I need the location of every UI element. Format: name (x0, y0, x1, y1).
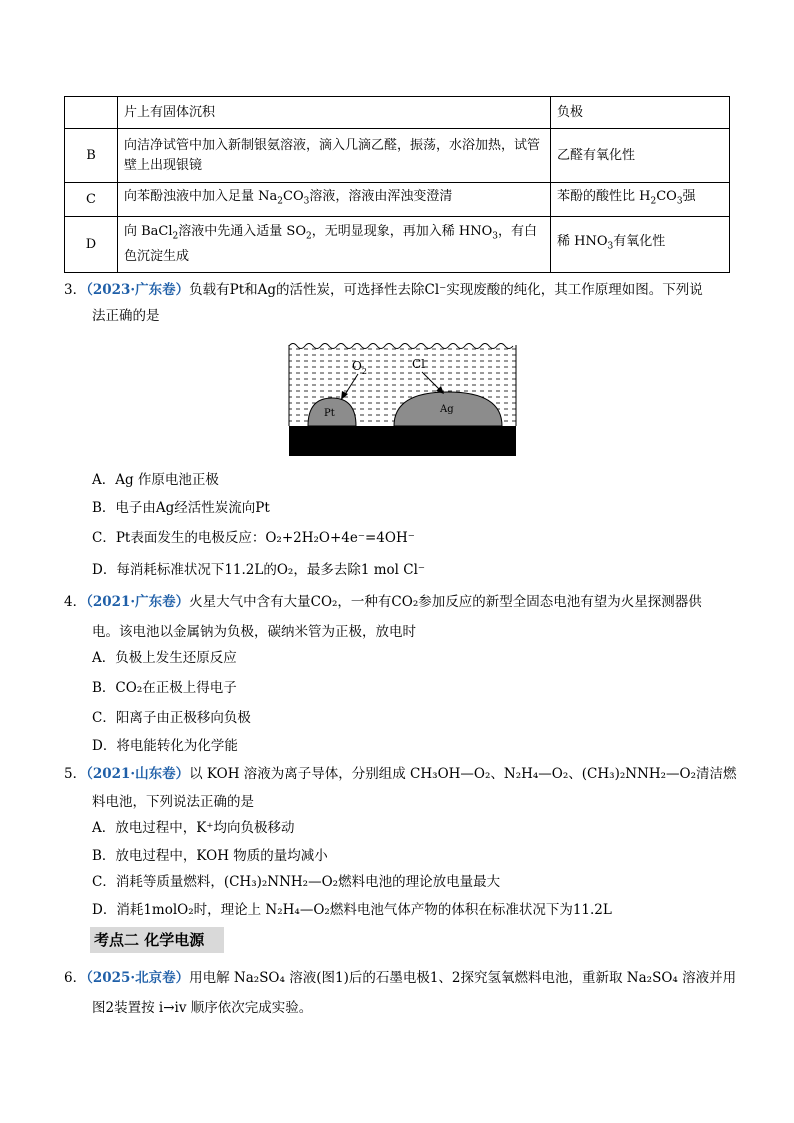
conclusion-cell: 乙醛有氧化性 (551, 129, 730, 183)
question-number: 6． (64, 970, 87, 986)
q3-option-a[interactable]: A．Ag 作原电池正极 (92, 472, 219, 488)
conclusion-cell: 苯酚的酸性比 $H_2CO_3$强 (551, 183, 730, 217)
section-heading: 考点二 化学电源 (90, 927, 224, 953)
q4-option-b[interactable]: B．CO₂在正极上得电子 (92, 680, 237, 696)
question-source: （2025·北京卷） (86, 970, 190, 986)
q5-stem-line1: 5．（2021·山东卷）以 KOH 溶液为离子导体，分别组成 CH₃OH—O₂、N₂H₄—O₂、(CH₃)₂NNH₂—O₂清洁燃 (64, 766, 737, 782)
q3-option-d[interactable]: D．每消耗标准状况下11.2L的O₂，最多去除1 mol Cl⁻ (92, 562, 426, 578)
q4-option-a[interactable]: A．负极上发生还原反应 (92, 650, 237, 666)
q6-stem-line2: 图2装置按 i→iv 顺序依次完成实验。 (92, 1000, 313, 1016)
option-cell: B (65, 129, 118, 183)
q5-stem-line2: 料电池，下列说法正确的是 (92, 794, 254, 810)
operation-cell: 片上有固体沉积 (118, 97, 551, 129)
o2-label: $O_2$ (352, 359, 367, 376)
activated-carbon (289, 426, 516, 456)
q3-stem-line1: 3．（2023·广东卷）负载有Pt和Ag的活性炭，可选择性去除Cl⁻实现废酸的纯化，其工作原理如图。下列说 (64, 282, 703, 298)
question-number: 3． (64, 282, 87, 298)
conclusion-cell: 稀 $HNO_3$有氧化性 (551, 217, 730, 273)
q4-option-c[interactable]: C．阳离子由正极移向负极 (92, 710, 251, 726)
ag-label: Ag (440, 404, 454, 415)
q5-option-d[interactable]: D．消耗1molO₂时，理论上 N₂H₄—O₂燃料电池气体产物的体积在标准状况下为11.2L (92, 902, 612, 918)
question-number: 5． (64, 766, 87, 782)
option-cell (65, 97, 118, 129)
q3-option-b[interactable]: B．电子由Ag经活性炭流向Pt (92, 500, 270, 516)
option-cell: C (65, 183, 118, 217)
table-row (65, 183, 730, 217)
question-number: 4． (64, 594, 87, 610)
q5-option-b[interactable]: B．放电过程中，KOH 物质的量均减小 (92, 848, 328, 864)
operation-cell: 向 BaCl$_2$溶液中先通入适量 $SO_2$，无明显现象，再加入稀 $HNO_3$，有白色沉淀生成 (118, 217, 551, 273)
question-source: （2021·广东卷） (86, 594, 190, 610)
operation-cell: 向苯酚浊液中加入足量 $Na_2CO_3$溶液，溶液由浑浊变澄清 (118, 183, 551, 217)
q6-stem-line1: 6．（2025·北京卷）用电解 Na₂SO₄ 溶液(图1)后的石墨电极1、2探究氢氧燃料电池，重新取 Na₂SO₄ 溶液并用 (64, 970, 737, 986)
question-table (64, 96, 730, 273)
conclusion-cell: 负极 (551, 97, 730, 129)
question-source: （2021·山东卷） (86, 766, 190, 782)
electrode-diagram (288, 340, 518, 458)
q4-stem-line1: 4．（2021·广东卷）火星大气中含有大量CO₂，一种有CO₂参加反应的新型全固态电池有望为火星探测器供 (64, 594, 702, 610)
q5-option-c[interactable]: C．消耗等质量燃料，(CH₃)₂NNH₂—O₂燃料电池的理论放电量最大 (92, 874, 501, 890)
q4-option-d[interactable]: D．将电能转化为化学能 (92, 738, 238, 754)
option-cell: D (65, 217, 118, 273)
q3-stem-line2: 法正确的是 (92, 308, 160, 324)
q4-stem-line2: 电。该电池以金属钠为负极，碳纳米管为正极，放电时 (92, 624, 416, 640)
table-row (65, 97, 730, 129)
q3-option-c[interactable]: C．Pt表面发生的电极反应：O₂+2H₂O+4e⁻=4OH⁻ (92, 530, 415, 546)
operation-cell: 向洁净试管中加入新制银氨溶液，滴入几滴乙醛，振荡，水浴加热，试管壁上出现银镜 (118, 129, 551, 183)
cl-label: Cl- (412, 356, 428, 371)
q5-option-a[interactable]: A．放电过程中，K⁺均向负极移动 (92, 820, 295, 836)
pt-label: Pt (324, 408, 335, 419)
table-row (65, 217, 730, 273)
question-source: （2023·广东卷） (86, 282, 190, 298)
table-row (65, 129, 730, 183)
